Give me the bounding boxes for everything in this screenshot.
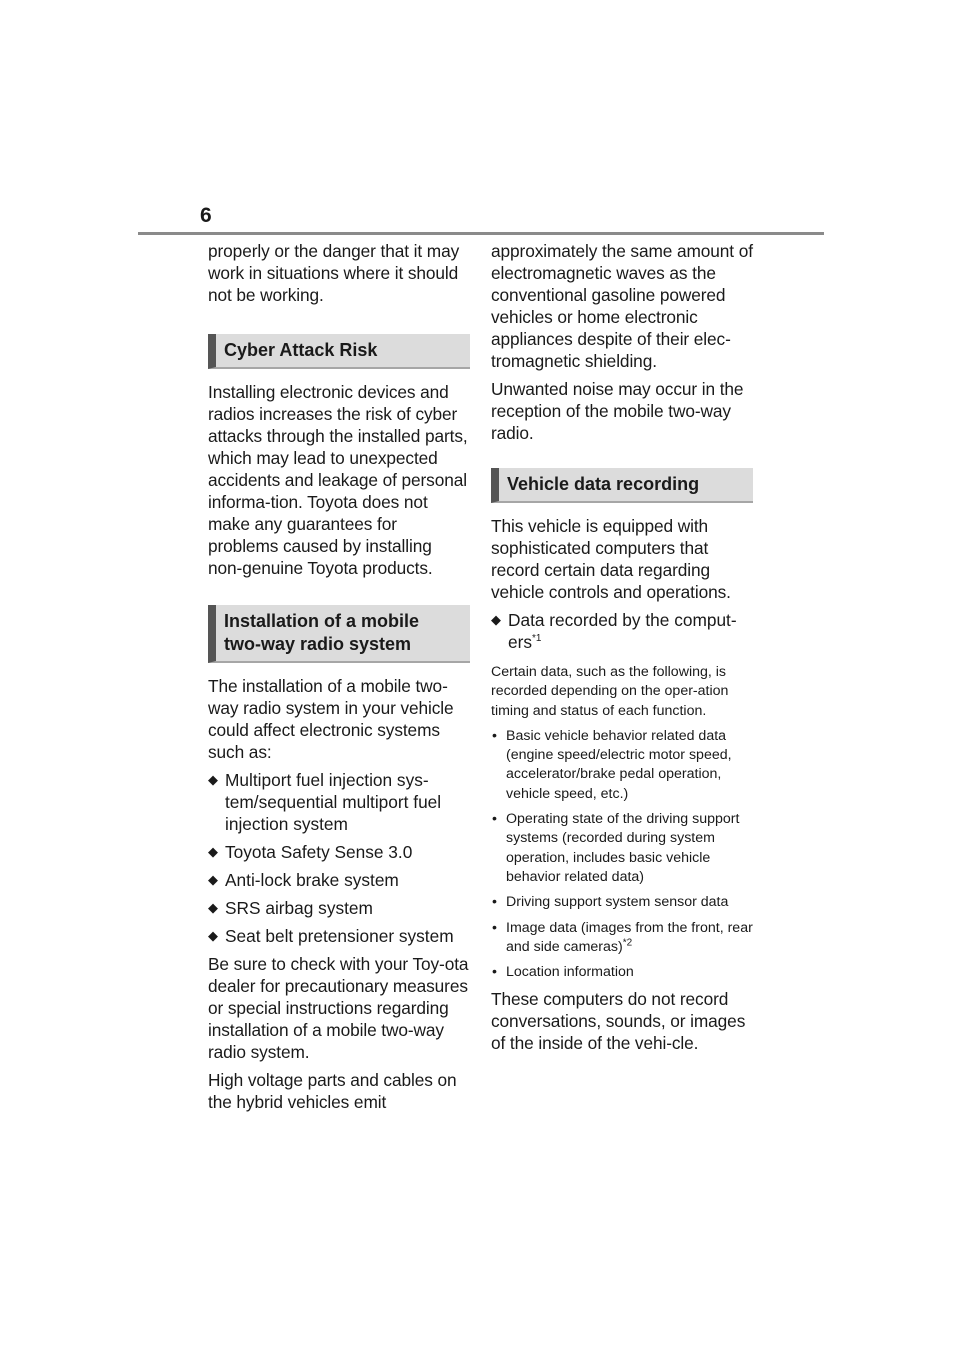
paragraph: This vehicle is equipped with sophisticated computers that record certain data regarding vehicle controls and operations. bbox=[491, 516, 731, 602]
list-item bbox=[208, 869, 470, 891]
list-item bbox=[208, 841, 470, 863]
section-heading-vehicle-data-recording: Vehicle data recording bbox=[491, 468, 753, 503]
sub-list-item-text: Image data (images from the front, rear and side cameras) bbox=[506, 919, 753, 955]
list-item bbox=[208, 769, 470, 835]
sub-list-item bbox=[491, 810, 753, 887]
sub-list-item-text: Location information bbox=[506, 964, 634, 981]
list-item-text: SRS airbag system bbox=[225, 898, 373, 918]
header-rule bbox=[138, 232, 824, 235]
sub-list-item bbox=[491, 727, 753, 804]
diamond-bullet-icon: ◆ bbox=[208, 928, 218, 943]
sub-list-item bbox=[491, 893, 753, 912]
paragraph: High voltage parts and cables on the hybrid vehicles emit bbox=[208, 1070, 457, 1112]
list-item bbox=[491, 609, 753, 653]
paragraph: Unwanted noise may occur in the reception of the mobile two-way radio. bbox=[491, 379, 744, 443]
list-item-text: Multiport fuel injection sys-tem/sequential multiport fuel injection system bbox=[225, 770, 442, 834]
list-item-text: Anti-lock brake system bbox=[225, 870, 399, 890]
list-item bbox=[208, 897, 470, 919]
sub-list-item-text: Basic vehicle behavior related data (engine speed/electric motor speed, accelerator/brake pedal operation, vehicle speed, etc.) bbox=[506, 727, 732, 802]
sub-list-item-text: Operating state of the driving support systems (recorded during system operation, includes basic vehicle behavior related data) bbox=[506, 811, 740, 885]
paragraph: The installation of a mobile two-way radio system in your vehicle could affect electronic systems such as: bbox=[208, 676, 454, 762]
dot-bullet-icon: • bbox=[492, 894, 497, 911]
list-item-text: Toyota Safety Sense 3.0 bbox=[225, 842, 413, 862]
sub-list-item bbox=[491, 919, 753, 958]
footnote-marker: *2 bbox=[622, 937, 633, 949]
sub-list-item bbox=[491, 963, 753, 982]
paragraph: Be sure to check with your Toy-ota dealer for precautionary measures or special instructions regarding installation of a mobile two-way radio system. bbox=[208, 954, 469, 1062]
dot-bullet-icon: • bbox=[492, 811, 497, 828]
paragraph: Installing electronic devices and radios increases the risk of cyber attacks through the installed parts, which may lead to unexpected accidents and leakage of personal informa-tion. Toyota does not make any guarantees for problems caused by installing non-genuine Toyota products. bbox=[208, 382, 468, 578]
list-item-text: Seat belt pretensioner system bbox=[225, 926, 454, 946]
paragraph: These computers do not record conversations, sounds, or images of the inside of the vehi-cle. bbox=[491, 989, 746, 1054]
diamond-bullet-icon: ◆ bbox=[208, 900, 218, 915]
section-heading-two-way-radio bbox=[208, 605, 470, 663]
diamond-bullet-icon: ◆ bbox=[208, 872, 218, 887]
page-number: 6 bbox=[200, 204, 212, 227]
sub-list-item-text: Driving support system sensor data bbox=[506, 894, 729, 911]
list-item-text: Data recorded by the comput-ers bbox=[508, 610, 737, 652]
list-item bbox=[208, 925, 470, 947]
paragraph: properly or the danger that it may work in situations where it should not be working. bbox=[208, 241, 460, 305]
section-heading-cyber-attack-risk: Cyber Attack Risk bbox=[208, 334, 470, 369]
heading-line: Installation of a mobile bbox=[224, 611, 420, 631]
dot-bullet-icon: • bbox=[492, 727, 497, 744]
diamond-bullet-icon: ◆ bbox=[491, 612, 501, 627]
dot-bullet-icon: • bbox=[492, 964, 497, 981]
heading-line: two-way radio system bbox=[224, 634, 412, 654]
dot-bullet-icon: • bbox=[492, 919, 497, 936]
paragraph: approximately the same amount of electromagnetic waves as the conventional gasoline powered vehicles or home electronic appliances despite of their elec-tromagnetic shielding. bbox=[491, 241, 753, 371]
right-column bbox=[491, 240, 753, 1060]
left-column bbox=[208, 240, 470, 1119]
diamond-bullet-icon: ◆ bbox=[208, 772, 218, 787]
footnote-marker: *1 bbox=[532, 633, 542, 645]
note-text: Certain data, such as the following, is recorded depending on the oper-ation timing and status of each function. bbox=[491, 664, 729, 719]
diamond-bullet-icon: ◆ bbox=[208, 844, 218, 859]
